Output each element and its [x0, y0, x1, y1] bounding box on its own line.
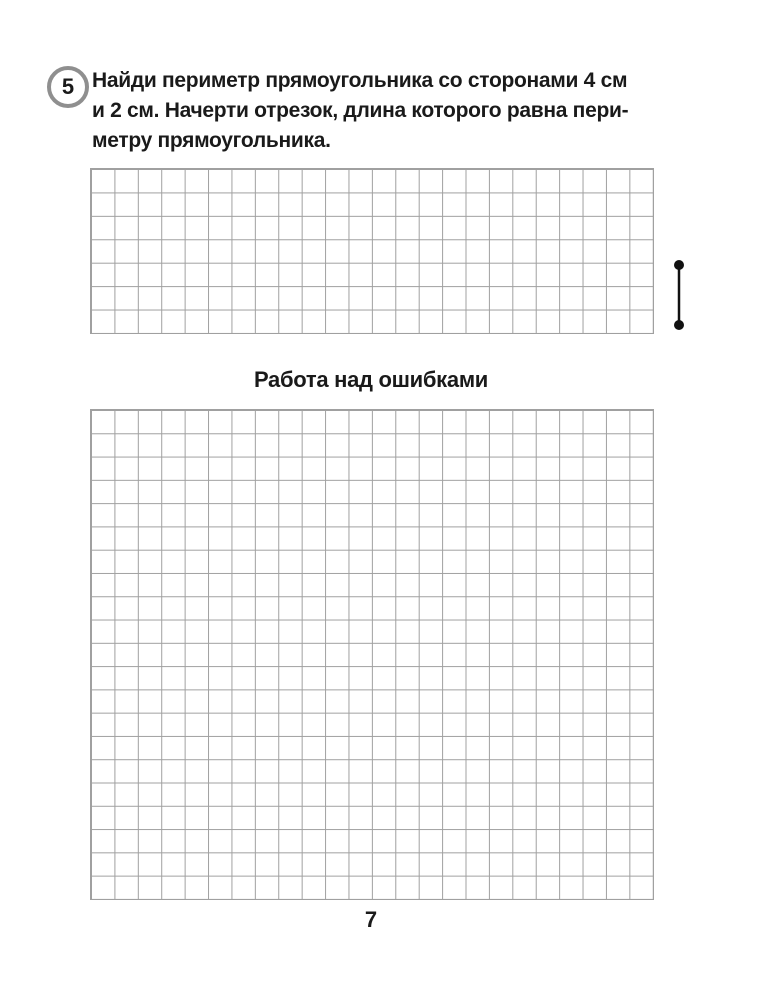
segment-mark	[672, 257, 686, 333]
task-text-line-3: метру прямоугольника.	[92, 129, 331, 152]
grid-paper-large	[90, 409, 654, 900]
grid-paper-small	[90, 168, 654, 334]
section-heading: Работа над ошибками	[253, 367, 489, 392]
task-text	[92, 66, 692, 156]
task-number: 5	[61, 74, 75, 99]
task-text-line-1: Найди периметр прямоугольника со сторонами 4 см	[92, 69, 628, 92]
segment-endpoint-dot-bottom	[674, 320, 684, 330]
page-number: 7	[364, 907, 378, 932]
segment-endpoint-dot-top	[674, 260, 684, 270]
task-text-line-2: и 2 см. Начерти отрезок, длина которого равна пери-	[92, 99, 629, 122]
task-number-badge	[47, 66, 89, 108]
